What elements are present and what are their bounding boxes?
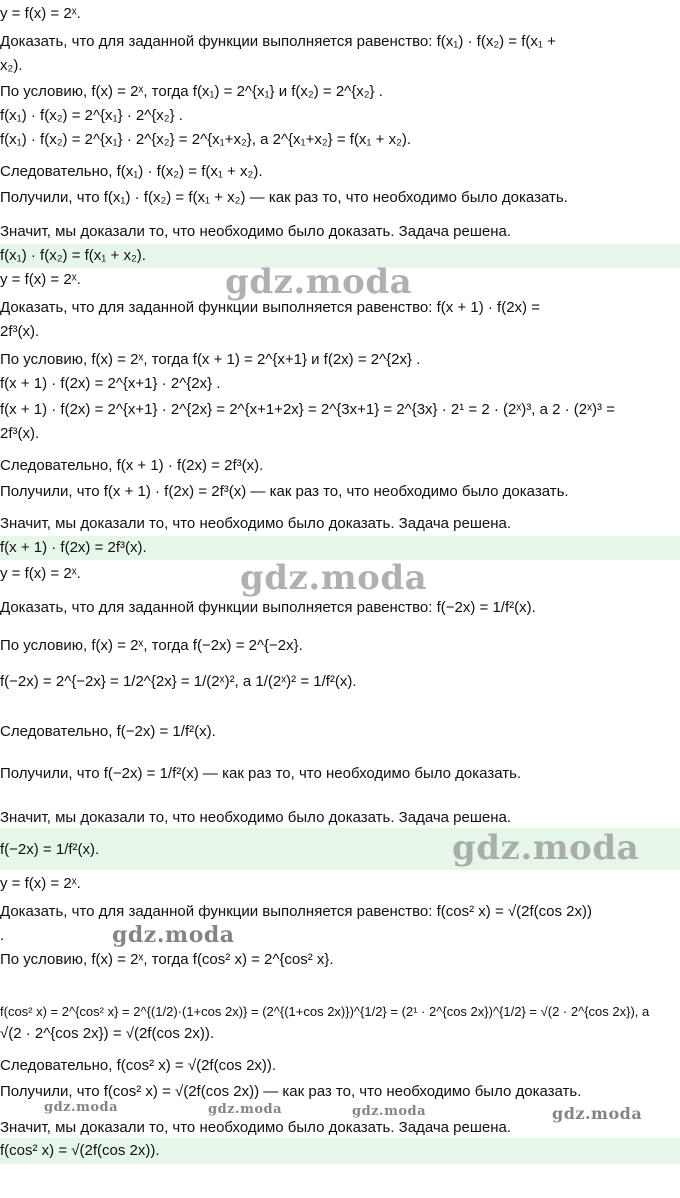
block1-statement-cont: x₂). xyxy=(0,57,23,74)
block4-got: Получили, что f(cos² x) = √(2f(cos 2x)) — как раз то, что необходимо было доказать. xyxy=(0,1083,582,1100)
block4-answer: f(cos² x) = √(2f(cos 2x)). xyxy=(0,1142,160,1159)
block3-consequence: Следовательно, f(−2x) = 1/f²(x). xyxy=(0,723,216,740)
block2-step2-cont: 2f³(x). xyxy=(0,425,40,442)
block1-answer: f(x₁) · f(x₂) = f(x₁ + x₂). xyxy=(0,247,146,264)
block2-step2: f(x + 1) · f(2x) = 2^{x+1} · 2^{2x} = 2^{x+1+2x} = 2^{3x+1} = 2^{3x} · 2¹ = 2 · (2ˣ)³, а 2 · (2ˣ)³ = xyxy=(0,401,615,418)
block2-got: Получили, что f(x + 1) · f(2x) = 2f³(x) — как раз то, что необходимо было доказать. xyxy=(0,483,569,500)
block2-statement-cont: 2f³(x). xyxy=(0,323,40,340)
block3-condition: По условию, f(x) = 2ˣ, тогда f(−2x) = 2^{−2x}. xyxy=(0,637,303,654)
block4-consequence: Следовательно, f(cos² x) = √(2f(cos 2x)). xyxy=(0,1057,277,1074)
block4-function: y = f(x) = 2ˣ. xyxy=(0,875,81,892)
watermark-logo: gdz.moda xyxy=(552,1104,643,1123)
block4-statement: Доказать, что для заданной функции выполняется равенство: f(cos² x) = √(2f(cos 2x)) xyxy=(0,903,592,920)
block1-step2: f(x₁) · f(x₂) = 2^{x₁} · 2^{x₂} = 2^{x₁+x₂}, а 2^{x₁+x₂} = f(x₁ + x₂). xyxy=(0,131,412,148)
block1-function: y = f(x) = 2ˣ. xyxy=(0,5,81,22)
watermark-logo: gdz.moda xyxy=(208,1102,283,1117)
watermark-logo: gdz.moda xyxy=(112,922,235,948)
block2-statement: Доказать, что для заданной функции выполняется равенство: f(x + 1) · f(2x) = xyxy=(0,299,540,316)
block1-consequence: Следовательно, f(x₁) · f(x₂) = f(x₁ + x₂). xyxy=(0,163,263,180)
block3-step1: f(−2x) = 2^{−2x} = 1/2^{2x} = 1/(2ˣ)², а 1/(2ˣ)² = 1/f²(x). xyxy=(0,673,357,690)
block2-function: y = f(x) = 2ˣ. xyxy=(0,271,81,288)
block3-function: y = f(x) = 2ˣ. xyxy=(0,565,81,582)
block1-condition: По условию, f(x) = 2ˣ, тогда f(x₁) = 2^{x₁} и f(x₂) = 2^{x₂} . xyxy=(0,83,383,100)
watermark-logo: gdz.moda xyxy=(352,1104,427,1119)
block2-answer: f(x + 1) · f(2x) = 2f³(x). xyxy=(0,539,147,556)
block2-step1: f(x + 1) · f(2x) = 2^{x+1} · 2^{2x} . xyxy=(0,375,221,392)
watermark-logo: gdz.moda xyxy=(44,1100,119,1115)
block3-statement: Доказать, что для заданной функции выполняется равенство: f(−2x) = 1/f²(x). xyxy=(0,599,536,616)
block3-answer: f(−2x) = 1/f²(x). xyxy=(0,841,100,858)
block4-statement-cont: . xyxy=(0,927,5,944)
block1-step1: f(x₁) · f(x₂) = 2^{x₁} · 2^{x₂} . xyxy=(0,107,183,124)
block4-condition: По условию, f(x) = 2ˣ, тогда f(cos² x) = 2^{cos² x}. xyxy=(0,951,334,968)
block4-step1-cont: √(2 · 2^{cos 2x}) = √(2f(cos 2x)). xyxy=(0,1025,214,1042)
block1-got: Получили, что f(x₁) · f(x₂) = f(x₁ + x₂) — как раз то, что необходимо было доказать. xyxy=(0,189,568,206)
block4-step1: f(cos² x) = 2^{cos² x} = 2^{(1/2)·(1+cos 2x)} = (2^{(1+cos 2x)})^{1/2} = (2¹ · 2^{cos 2x})^{1/2} = √(2 · 2^{cos 2x}), а xyxy=(0,1004,650,1019)
block2-consequence: Следовательно, f(x + 1) · f(2x) = 2f³(x). xyxy=(0,457,264,474)
watermark-logo: gdz.moda xyxy=(240,558,428,598)
block3-got: Получили, что f(−2x) = 1/f²(x) — как раз то, что необходимо было доказать. xyxy=(0,765,522,782)
block1-statement: Доказать, что для заданной функции выполняется равенство: f(x₁) · f(x₂) = f(x₁ + xyxy=(0,33,556,50)
block3-conclusion: Значит, мы доказали то, что необходимо было доказать. Задача решена. xyxy=(0,809,512,826)
block4-conclusion: Значит, мы доказали то, что необходимо было доказать. Задача решена. xyxy=(0,1119,512,1136)
watermark-logo: gdz.moda xyxy=(452,828,640,868)
block2-conclusion: Значит, мы доказали то, что необходимо было доказать. Задача решена. xyxy=(0,515,512,532)
watermark-logo: gdz.moda xyxy=(225,262,413,302)
block1-conclusion: Значит, мы доказали то, что необходимо было доказать. Задача решена. xyxy=(0,223,512,240)
block2-condition: По условию, f(x) = 2ˣ, тогда f(x + 1) = 2^{x+1} и f(2x) = 2^{2x} . xyxy=(0,351,421,368)
